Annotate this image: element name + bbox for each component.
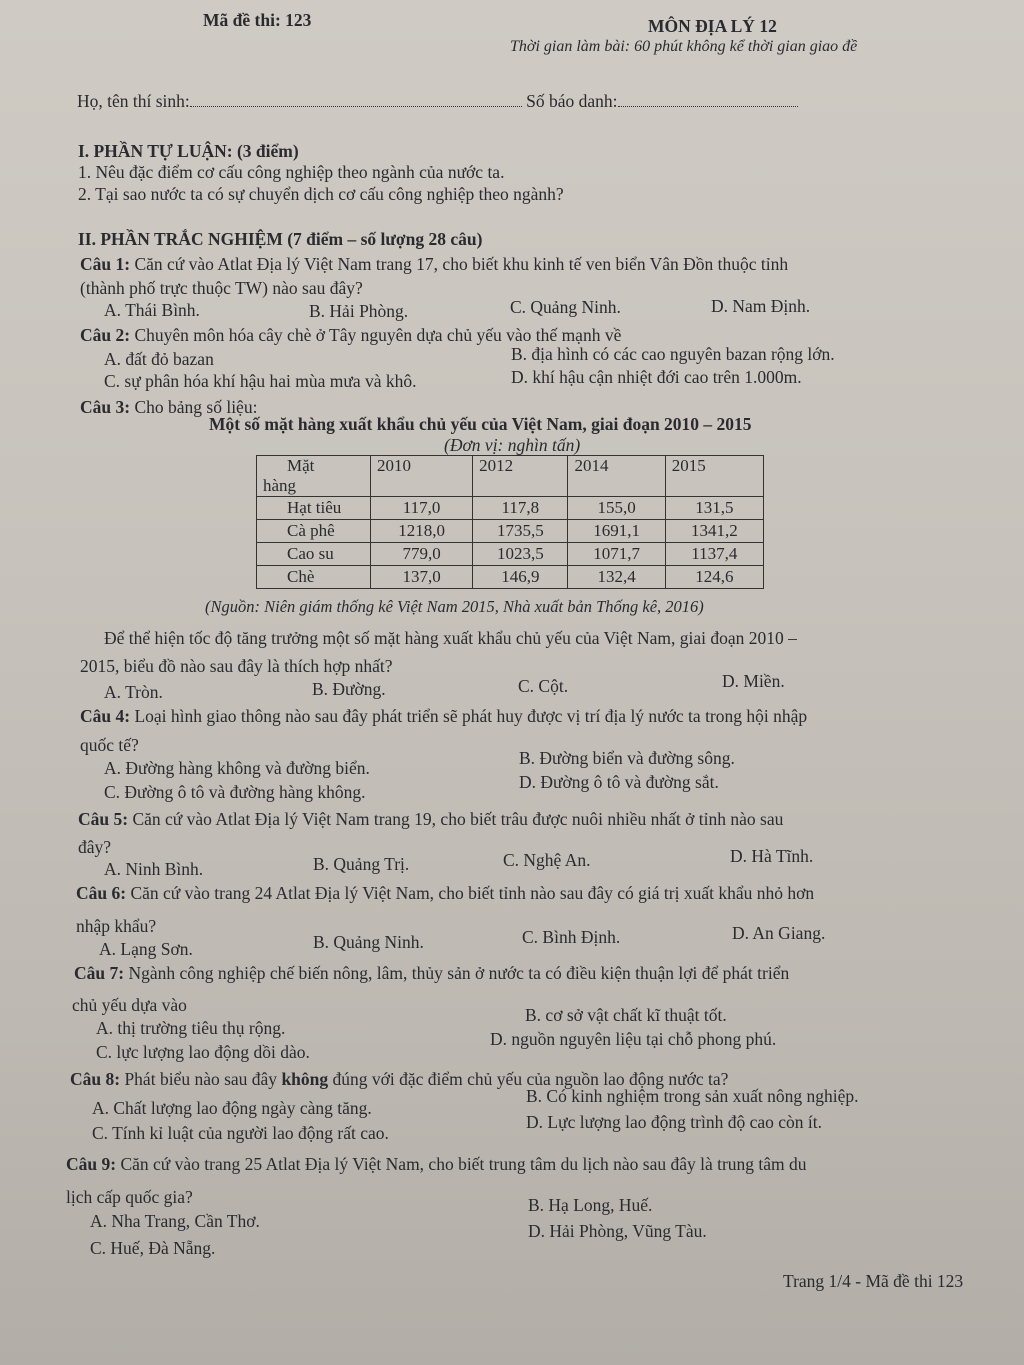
q8-option-c: C. Tính kỉ luật của người lao động rất cao. [92, 1123, 389, 1143]
q7-option-a: A. thị trường tiêu thụ rộng. [96, 1018, 286, 1038]
table-cell: 124,6 [665, 566, 763, 589]
q3-question-line2: 2015, biểu đồ nào sau đây là thích hợp nhất? [80, 656, 393, 676]
table-header-year: 2012 [473, 456, 568, 497]
table-cell: Hạt tiêu [257, 497, 371, 520]
q8-option-b: B. Có kinh nghiệm trong sản xuất nông nghiệp. [526, 1086, 859, 1106]
q3-option-b: B. Đường. [312, 679, 386, 699]
q6-stem-line1: Câu 6: Căn cứ vào trang 24 Atlat Địa lý Việt Nam, cho biết tỉnh nào sau đây có giá trị xuất khẩu nhỏ hơn [76, 883, 815, 903]
table-cell: 1071,7 [568, 543, 665, 566]
id-label: Số báo danh: [526, 91, 618, 111]
q2-option-a: A. đất đỏ bazan [104, 349, 214, 369]
q2-option-b: B. địa hình có các cao nguyên bazan rộng lớn. [511, 344, 835, 364]
table-row [257, 566, 764, 589]
q7-stem-line2: chủ yếu dựa vào [72, 995, 187, 1015]
exam-code: Mã đề thi: 123 [203, 10, 312, 30]
q9-option-d: D. Hải Phòng, Vũng Tàu. [528, 1221, 707, 1241]
q8-option-d: D. Lực lượng lao động trình độ cao còn ít. [526, 1112, 823, 1132]
q4-option-b: B. Đường biển và đường sông. [519, 748, 735, 768]
table-cell: 1735,5 [473, 520, 568, 543]
q8-option-a: A. Chất lượng lao động ngày càng tăng. [92, 1098, 372, 1118]
table-cell: 117,0 [371, 497, 473, 520]
table-cell: 132,4 [568, 566, 665, 589]
table-title: Một số mặt hàng xuất khẩu chủ yếu của Việt Nam, giai đoạn 2010 – 2015 [209, 414, 752, 434]
table-cell: 1341,2 [665, 520, 763, 543]
q2-option-c: C. sự phân hóa khí hậu hai mùa mưa và khô. [104, 371, 417, 391]
q9-option-c: C. Huế, Đà Nẵng. [90, 1238, 216, 1258]
q3-option-a: A. Tròn. [104, 682, 163, 702]
q4-stem-line2: quốc tế? [80, 735, 139, 755]
table-cell: 131,5 [665, 497, 763, 520]
q3-stem: Câu 3: Cho bảng số liệu: [80, 397, 258, 417]
table-source: (Nguồn: Niên giám thống kê Việt Nam 2015, Nhà xuất bản Thống kê, 2016) [205, 597, 704, 616]
q5-option-c: C. Nghệ An. [503, 850, 591, 870]
id-blank [618, 92, 798, 107]
q7-option-d: D. nguồn nguyên liệu tại chỗ phong phú. [490, 1029, 777, 1049]
q5-stem-line2: đây? [78, 837, 112, 857]
table-row [257, 543, 764, 566]
table-header-item: Mặt hàng [257, 456, 371, 497]
q6-option-c: C. Bình Định. [522, 927, 621, 947]
q8-stem: Câu 8: Phát biểu nào sau đây không đúng với đặc điểm chủ yếu của nguồn lao động nước ta? [70, 1069, 729, 1089]
q9-stem-line1: Câu 9: Căn cứ vào trang 25 Atlat Địa lý Việt Nam, cho biết trung tâm du lịch nào sau đây là trung tâm du [66, 1154, 807, 1174]
q3-option-d: D. Miền. [722, 671, 785, 691]
q9-stem-line2: lịch cấp quốc gia? [66, 1187, 193, 1207]
q6-option-b: B. Quảng Ninh. [313, 932, 424, 952]
table-cell: 1023,5 [473, 543, 568, 566]
table-header-row [257, 456, 764, 497]
q6-stem-line2: nhập khẩu? [76, 916, 157, 936]
name-blank [190, 92, 522, 107]
q5-option-b: B. Quảng Trị. [313, 854, 410, 874]
q7-option-b: B. cơ sở vật chất kĩ thuật tốt. [525, 1005, 727, 1025]
table-cell: 1691,1 [568, 520, 665, 543]
q9-option-a: A. Nha Trang, Cần Thơ. [90, 1211, 260, 1231]
table-row [257, 497, 764, 520]
table-cell: 1137,4 [665, 543, 763, 566]
q2-option-d: D. khí hậu cận nhiệt đới cao trên 1.000m. [511, 367, 802, 387]
q5-option-a: A. Ninh Bình. [104, 859, 204, 879]
q4-stem-line1: Câu 4: Loại hình giao thông nào sau đây phát triển sẽ phát huy được vị trí địa lý nước ta trong hội nhập [80, 706, 808, 726]
table-header-year: 2010 [371, 456, 473, 497]
q1-option-a: A. Thái Bình. [104, 300, 200, 320]
q5-stem-line1: Câu 5: Căn cứ vào Atlat Địa lý Việt Nam trang 19, cho biết trâu được nuôi nhiều nhất ở tỉnh nào sau [78, 809, 784, 829]
q1-stem-line2: (thành phố trực thuộc TW) nào sau đây? [80, 278, 363, 298]
q3-option-c: C. Cột. [518, 676, 569, 696]
table-cell: Cao su [257, 543, 371, 566]
q6-option-a: A. Lạng Sơn. [99, 939, 193, 959]
table-cell: 779,0 [371, 543, 473, 566]
page-footer: Trang 1/4 - Mã đề thi 123 [783, 1271, 964, 1291]
q2-stem: Câu 2: Chuyên môn hóa cây chè ở Tây nguyên dựa chủ yếu vào thế mạnh về [80, 325, 622, 345]
table-header-year: 2015 [665, 456, 763, 497]
table-unit: (Đơn vị: nghìn tấn) [444, 435, 581, 455]
table-cell: 117,8 [473, 497, 568, 520]
q9-option-b: B. Hạ Long, Huế. [528, 1195, 653, 1215]
table-cell: Cà phê [257, 520, 371, 543]
student-info-line [77, 90, 798, 112]
part1-question-1: 1. Nêu đặc điểm cơ cấu công nghiệp theo ngành của nước ta. [78, 162, 505, 182]
q7-option-c: C. lực lượng lao động dồi dào. [96, 1042, 310, 1062]
table-cell: 146,9 [473, 566, 568, 589]
exam-time: Thời gian làm bài: 60 phút không kể thời gian giao đề [510, 38, 858, 55]
part1-title: I. PHẦN TỰ LUẬN: (3 điểm) [78, 141, 299, 161]
table-row [257, 520, 764, 543]
q1-option-d: D. Nam Định. [711, 296, 811, 316]
q7-stem-line1: Câu 7: Ngành công nghiệp chế biến nông, lâm, thủy sản ở nước ta có điều kiện thuận lợi để phát triển [74, 963, 790, 983]
q5-option-d: D. Hà Tĩnh. [730, 846, 814, 866]
export-table [256, 455, 764, 589]
table-cell: 155,0 [568, 497, 665, 520]
q6-option-d: D. An Giang. [732, 923, 826, 943]
q3-question-line1: Để thể hiện tốc độ tăng trưởng một số mặt hàng xuất khẩu chủ yếu của Việt Nam, giai đoạn 2010 – [104, 628, 797, 648]
part2-title: II. PHẦN TRẮC NGHIỆM (7 điểm – số lượng 28 câu) [78, 229, 483, 249]
q4-option-a: A. Đường hàng không và đường biển. [104, 758, 370, 778]
table-cell: 137,0 [371, 566, 473, 589]
part1-question-2: 2. Tại sao nước ta có sự chuyển dịch cơ cấu công nghiệp theo ngành? [78, 184, 564, 204]
q1-option-c: C. Quảng Ninh. [510, 297, 621, 317]
table-cell: 1218,0 [371, 520, 473, 543]
name-label: Họ, tên thí sinh: [77, 91, 190, 111]
subject-title: MÔN ĐỊA LÝ 12 [648, 16, 777, 36]
q4-option-d: D. Đường ô tô và đường sắt. [519, 772, 719, 792]
table-header-year: 2014 [568, 456, 665, 497]
table-cell: Chè [257, 566, 371, 589]
q1-option-b: B. Hải Phòng. [309, 301, 409, 321]
q1-stem-line1: Câu 1: Căn cứ vào Atlat Địa lý Việt Nam trang 17, cho biết khu kinh tế ven biển Vân Đồn thuộc tỉnh [80, 254, 789, 274]
q4-option-c: C. Đường ô tô và đường hàng không. [104, 782, 366, 802]
